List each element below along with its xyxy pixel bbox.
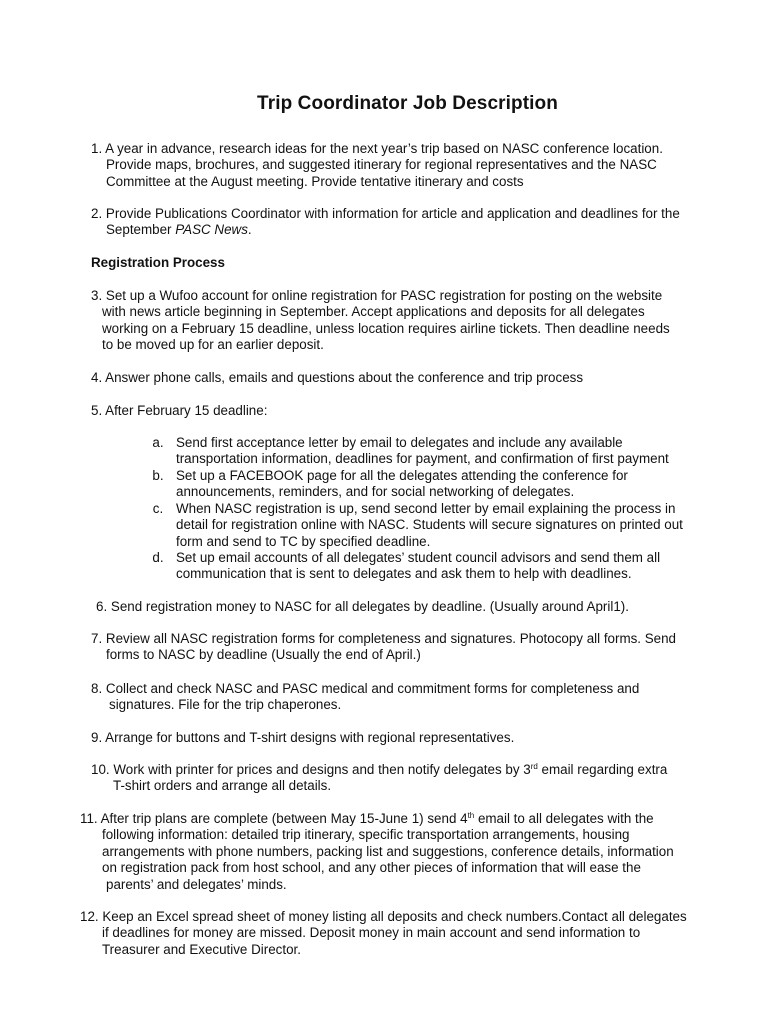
- item-number: 11.: [80, 811, 98, 826]
- list-item-4: 4. Answer phone calls, emails and questions about the conference and trip process: [91, 370, 584, 385]
- item-number: 4.: [91, 370, 103, 385]
- item-number: 1.: [91, 141, 103, 156]
- item-number: 2.: [91, 206, 103, 221]
- item-number: 12.: [80, 909, 99, 924]
- list-item-8: 8. Collect and check NASC and PASC medical and commitment forms for completeness and signatures. File for the trip chaperones.: [91, 681, 640, 713]
- sub-item-letter: a.: [152, 435, 164, 450]
- list-item-3: 3. Set up a Wufoo account for online registration for PASC registration for posting on the website with news article beginning in September. Accept applications and deposits for all delegates working on a February 15 deadline, unless location requires airline tickets. Then deadline needs to be moved up for an earlier deposit.: [91, 288, 670, 353]
- sub-item-letter: b.: [152, 468, 164, 483]
- list-item-10: 10. Work with printer for prices and designs and then notify delegates by 3rd email regarding extra T-shirt orders and arrange all details.: [91, 762, 668, 794]
- publication-name: PASC News: [175, 222, 248, 238]
- list-item-7: 7. Review all NASC registration forms for completeness and signatures. Photocopy all forms. Send forms to NASC by deadline (Usually the end of April.): [91, 631, 677, 663]
- item-number: 5.: [91, 403, 103, 418]
- item-number: 10.: [91, 762, 110, 777]
- sub-item-a: a. Send first acceptance letter by email to delegates and include any available transportation information, deadlines for payment, and confirmation of first payment: [143, 435, 743, 468]
- section-heading: Registration Process: [91, 255, 225, 270]
- sub-item-d: d. Set up email accounts of all delegates’ student council advisors and send them all communication that is sent to delegates and ask them to help with deadlines.: [143, 550, 743, 583]
- list-item-6: 6. Send registration money to NASC for all delegates by deadline. (Usually around April1).: [96, 599, 629, 614]
- list-item-5: 5. After February 15 deadline:: [91, 403, 268, 418]
- item-number: 6.: [96, 599, 108, 614]
- sub-item-c: c. When NASC registration is up, send second letter by email explaining the process in detail for registration online with NASC. Students will secure signatures on printed out form and send to TC by specified deadline.: [143, 501, 743, 551]
- page-title: Trip Coordinator Job Description: [257, 93, 558, 114]
- list-item-9: 9. Arrange for buttons and T-shirt designs with regional representatives.: [91, 730, 515, 745]
- list-item-11: 11. After trip plans are complete (between May 15-June 1) send 4th email to all delegates with the following information: detailed trip itinerary, specific transportation arrangements, housing arrangements with phone numbers, packing list and suggestions, conference details, information on registration pack from host school, and any other pieces of information that will ease the parents’ and delegates’ minds.: [80, 811, 674, 892]
- item-number: 9.: [91, 730, 103, 745]
- sub-item-letter: c.: [152, 501, 164, 516]
- sub-item-letter: d.: [152, 550, 164, 565]
- list-item-2: 2. Provide Publications Coordinator with information for article and application and deadlines for the September PASC News.: [91, 206, 680, 238]
- list-item-1: 1. A year in advance, research ideas for the next year’s trip based on NASC conference location. Provide maps, brochures, and suggested itinerary for regional representatives and the NASC Committee at the August meeting. Provide tentative itinerary and costs: [91, 141, 663, 189]
- list-item-12: 12. Keep an Excel spread sheet of money listing all deposits and check numbers.Contact all delegates if deadlines for money are missed. Deposit money in main account and send information to Treasurer and Executive Director.: [80, 909, 687, 957]
- item-number: 3.: [91, 288, 103, 303]
- item-number: 8.: [91, 681, 103, 696]
- item-number: 7.: [91, 631, 103, 646]
- sub-item-b: b. Set up a FACEBOOK page for all the delegates attending the conference for announcements, reminders, and for social networking of delegates.: [143, 468, 743, 501]
